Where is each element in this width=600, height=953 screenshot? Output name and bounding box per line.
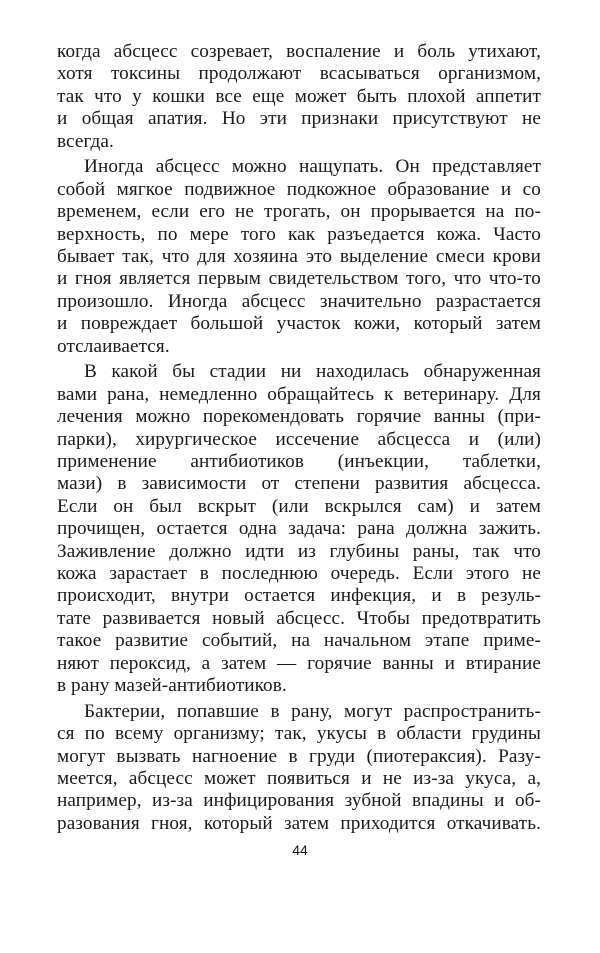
text-line: Бактерии, попавшие в рану, могут распространить- bbox=[84, 700, 541, 722]
text-line: в рану мазей-антибиотиков. bbox=[57, 674, 287, 696]
paragraph-1 bbox=[57, 41, 541, 153]
paragraph-4 bbox=[57, 701, 541, 835]
text-line: такое развитие событий, на начальном этапе приме- bbox=[57, 630, 541, 652]
paragraph-2 bbox=[57, 156, 541, 358]
text-line: собой мягкое подвижное подкожное образование и со bbox=[57, 178, 541, 200]
text-line: и повреждает большой участок кожи, который затем bbox=[57, 313, 541, 335]
text-line: могут вызвать нагноение в груди (пиотераксия). Разу- bbox=[57, 745, 541, 767]
text-line: Если он был вскрыт (или вскрылся сам) и затем bbox=[57, 495, 541, 517]
text-line: парки), хирургическое иссечение абсцесса и (или) bbox=[57, 428, 541, 450]
text-line: В какой бы стадии ни находилась обнаруженная bbox=[84, 361, 541, 383]
text-line: няют пероксид, а затем — горячие ванны и втирание bbox=[57, 652, 541, 674]
page-number: 44 bbox=[292, 842, 308, 858]
text-line: кожа зарастает в последнюю очередь. Если этого не bbox=[57, 562, 541, 584]
text-line: разования гноя, который затем приходится откачивать. bbox=[57, 812, 541, 834]
text-line: ся по всему организму; так, укусы в области грудины bbox=[57, 723, 541, 745]
text-line: так что у кошки все еще может быть плохой аппетит bbox=[57, 85, 541, 107]
book-page-text bbox=[57, 41, 541, 839]
text-line: лечения можно порекомендовать горячие ванны (при- bbox=[57, 406, 541, 428]
text-line: Иногда абсцесс можно нащупать. Он представляет bbox=[84, 156, 541, 178]
text-line: временем, если его не трогать, он прорывается на по- bbox=[57, 201, 541, 223]
text-line: происходит, внутри остается инфекция, и в резуль- bbox=[57, 585, 541, 607]
text-line: когда абсцесс созревает, воспаление и боль утихают, bbox=[57, 41, 541, 62]
text-line: бывает так, что для хозяина это выделение смеси крови bbox=[57, 246, 541, 268]
text-line: всегда. bbox=[57, 130, 114, 152]
text-line: например, из-за инфицирования зубной впадины и об- bbox=[57, 790, 541, 812]
text-line: и гноя является первым свидетельством того, что что-то bbox=[57, 268, 541, 290]
text-line: вами рана, немедленно обращайтесь к ветеринару. Для bbox=[57, 383, 541, 405]
text-line: верхность, по мере того как разъедается кожа. Часто bbox=[57, 223, 541, 245]
text-line: меется, абсцесс может появиться и не из-за укуса, а, bbox=[57, 768, 541, 789]
text-line: и общая апатия. Но эти признаки присутствуют не bbox=[57, 108, 541, 130]
text-line: хотя токсины продолжают всасываться организмом, bbox=[57, 63, 541, 85]
text-line: произошло. Иногда абсцесс значительно разрастается bbox=[57, 290, 541, 312]
text-line: применение антибиотиков (инъекции, таблетки, bbox=[57, 451, 541, 473]
text-line: Заживление должно идти из глубины раны, так что bbox=[57, 540, 541, 562]
text-line: тате развивается новый абсцесс. Чтобы предотвратить bbox=[57, 607, 541, 629]
text-line: отслаивается. bbox=[57, 335, 170, 357]
paragraph-3 bbox=[57, 361, 541, 697]
text-line: прочищен, остается одна задача: рана должна зажить. bbox=[57, 518, 541, 540]
text-line: мази) в зависимости от степени развития абсцесса. bbox=[57, 473, 541, 495]
